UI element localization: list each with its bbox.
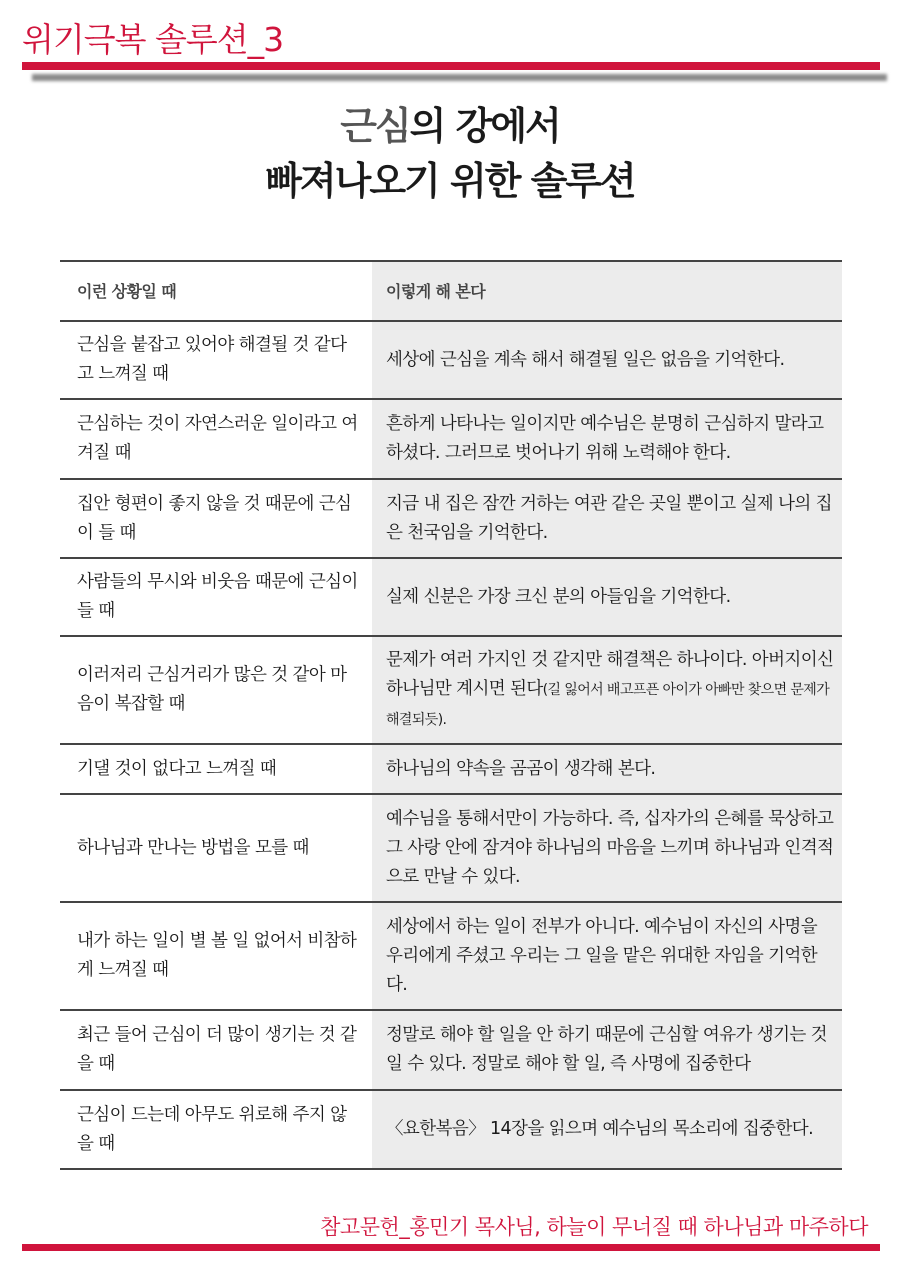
page-title-line2: 빠져나오기 위한 솔루션 [265, 159, 635, 203]
header-action: 이렇게 해 본다 [372, 261, 842, 321]
solutions-table [60, 260, 842, 1170]
action-cell [372, 636, 842, 744]
reference-footer: 참고문헌_홍민기 목사님, 하늘이 무너질 때 하나님과 마주하다 [320, 1215, 868, 1239]
action-text: 〈요한복음〉 14장을 읽으며 예수님의 목소리에 집중한다. [386, 1119, 814, 1139]
action-text: 예수님을 통해서만이 가능하다. 즉, 십자가의 은혜를 묵상하고 그 사랑 안에 잠겨야 하나님의 마음을 느끼며 하나님과 인격적으로 만날 수 있다. [386, 808, 834, 887]
action-text: 하나님의 약속을 곰곰이 생각해 본다. [386, 758, 656, 779]
bottom-divider [22, 1244, 880, 1251]
table-row [60, 479, 842, 558]
action-note: (길 잃어서 배고프픈 아이가 아빠만 찾으면 문제가 해결되듯). [386, 681, 830, 728]
situation-cell: 집안 형편이 좋지 않을 것 때문에 근심이 들 때 [60, 479, 372, 558]
action-cell [372, 558, 842, 636]
table-row [60, 558, 842, 636]
table-row [60, 1010, 842, 1090]
table-row [60, 902, 842, 1010]
situation-cell: 최근 들어 근심이 더 많이 생기는 것 같을 때 [60, 1010, 372, 1090]
title-rest: 의 강에서 [409, 104, 560, 148]
shadow-divider [32, 74, 887, 81]
accent-divider [22, 62, 880, 70]
situation-cell: 이러저리 근심거리가 많은 것 같아 마음이 복잡할 때 [60, 636, 372, 744]
header-situation: 이런 상황일 때 [60, 261, 372, 321]
action-text: 문제가 여러 가지인 것 같지만 해결책은 하나이다. 아버지이신 하나님만 계시면 된다 [386, 649, 834, 699]
situation-cell: 근심하는 것이 자연스러운 일이라고 여겨질 때 [60, 399, 372, 479]
action-text: 지금 내 집은 잠깐 거하는 여관 같은 곳일 뿐이고 실제 나의 집은 천국임을 기억한다. [386, 493, 832, 543]
action-text: 실제 신분은 가장 크신 분의 아들임을 기억한다. [386, 586, 731, 607]
situation-cell: 근심을 붙잡고 있어야 해결될 것 같다고 느껴질 때 [60, 321, 372, 399]
action-cell [372, 321, 842, 399]
situation-cell: 하나님과 만나는 방법을 모를 때 [60, 794, 372, 902]
table-row [60, 321, 842, 399]
action-cell [372, 1010, 842, 1090]
table-row [60, 399, 842, 479]
table-header-row [60, 261, 842, 321]
action-text: 흔하게 나타나는 일이지만 예수님은 분명히 근심하지 말라고 하셨다. 그러므로 벗어나기 위해 노력해야 한다. [386, 414, 824, 463]
action-text: 세상에서 하는 일이 전부가 아니다. 예수님이 자신의 사명을 우리에게 주셨고 우리는 그 일을 맡은 위대한 자임을 기억한다. [386, 916, 818, 995]
series-title: 위기극복 솔루션_3 [22, 20, 284, 59]
action-cell [372, 479, 842, 558]
action-cell [372, 399, 842, 479]
action-cell [372, 744, 842, 794]
action-cell [372, 794, 842, 902]
action-cell [372, 902, 842, 1010]
action-cell [372, 1090, 842, 1169]
situation-cell: 사람들의 무시와 비웃음 때문에 근심이 들 때 [60, 558, 372, 636]
table-row [60, 794, 842, 902]
situation-cell: 내가 하는 일이 별 볼 일 없어서 비참하게 느껴질 때 [60, 902, 372, 1010]
page-title-line1 [0, 95, 900, 150]
title-highlight: 근심 [340, 104, 410, 148]
table-row [60, 636, 842, 744]
table-row [60, 744, 842, 794]
situation-cell: 기댈 것이 없다고 느껴질 때 [60, 744, 372, 794]
action-text: 정말로 해야 할 일을 안 하기 때문에 근심할 여유가 생기는 것일 수 있다. 정말로 해야 할 일, 즉 사명에 집중한다 [386, 1025, 827, 1074]
action-text: 세상에 근심을 계속 해서 해결될 일은 없음을 기억한다. [386, 349, 785, 370]
situation-cell: 근심이 드는데 아무도 위로해 주지 않을 때 [60, 1090, 372, 1169]
table-row [60, 1090, 842, 1169]
